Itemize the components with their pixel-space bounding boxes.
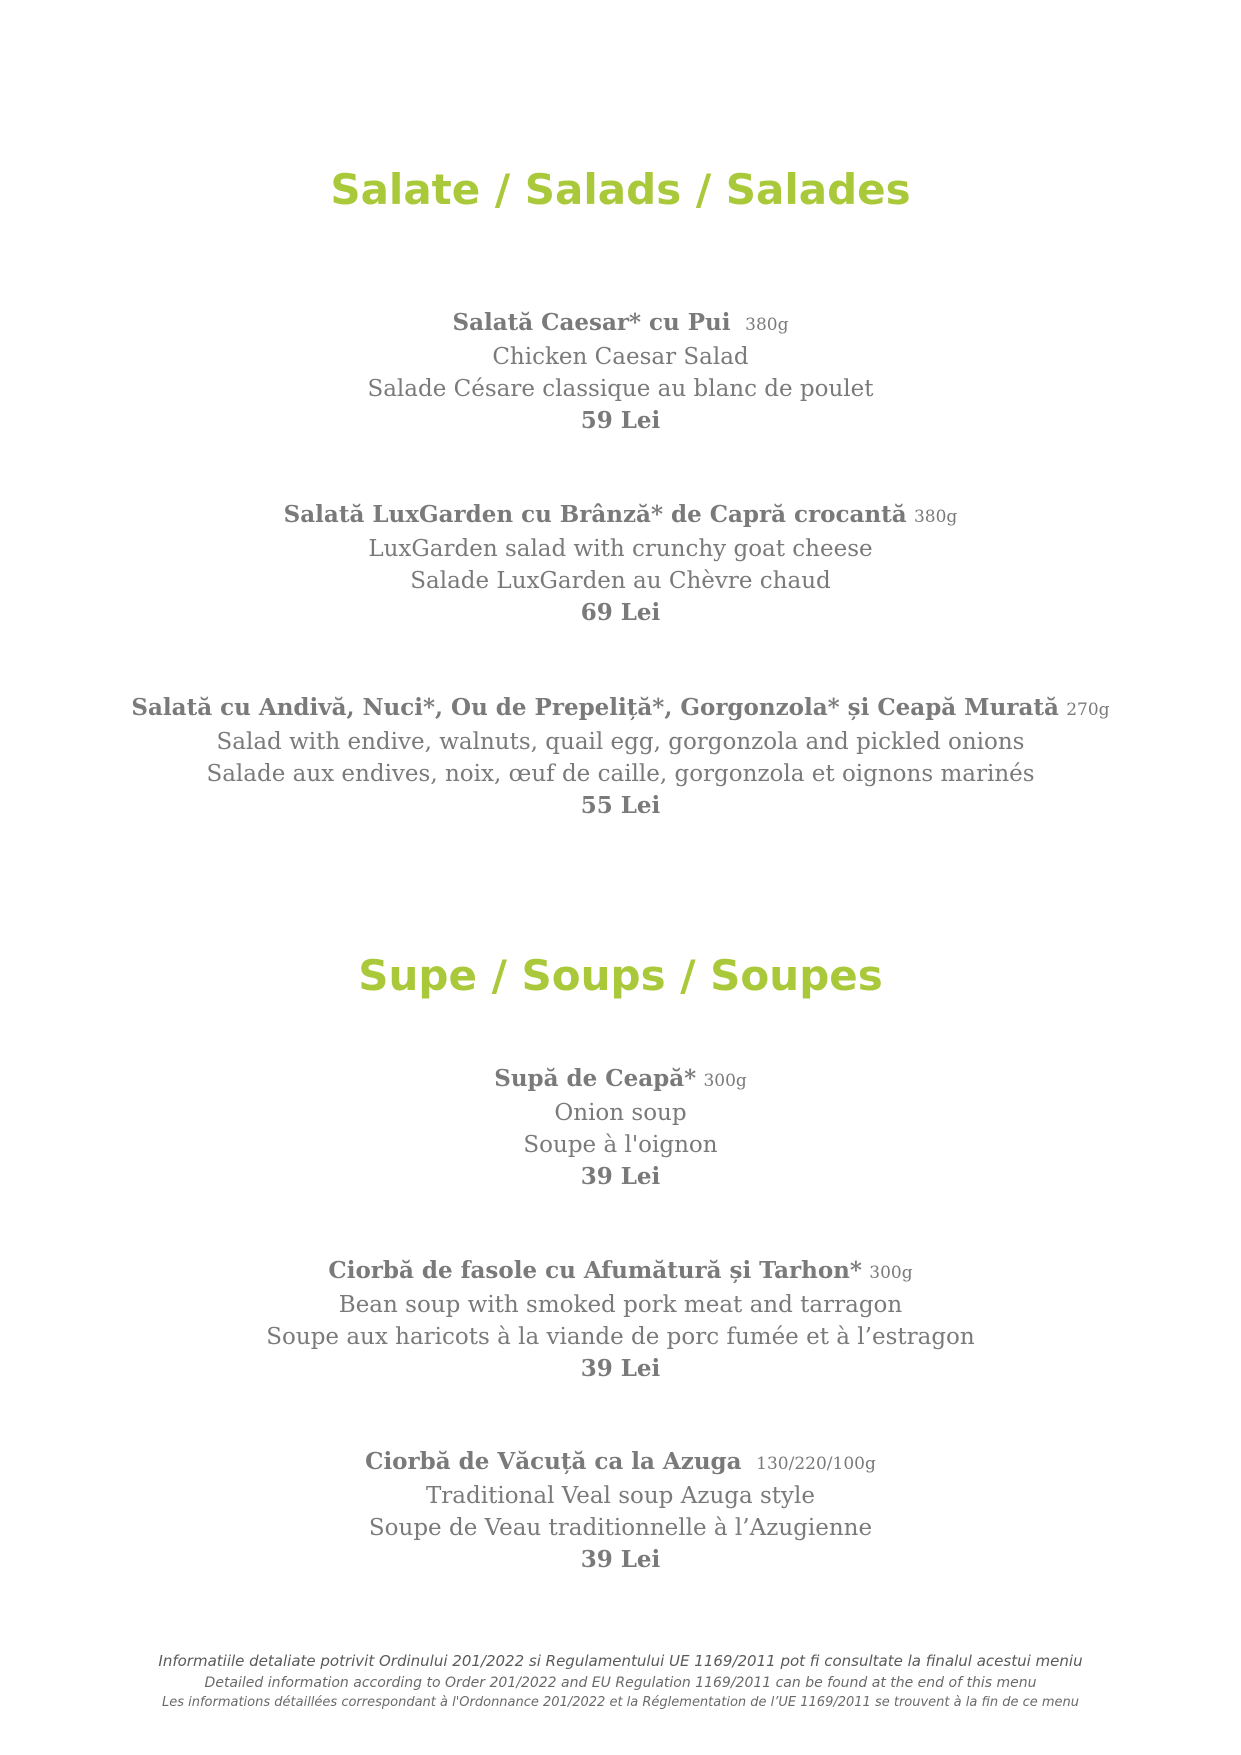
item-price: 59 Lei [580, 407, 661, 434]
item-english: Onion soup [554, 1100, 687, 1126]
item-french: Salade LuxGarden au Chèvre chaud [410, 568, 831, 594]
menu-item-veal-soup [40, 1446, 1201, 1576]
item-price: 39 Lei [580, 1355, 661, 1382]
item-french: Soupe à l'oignon [523, 1132, 718, 1158]
item-french: Soupe de Veau traditionnelle à l’Azugienne [368, 1515, 873, 1541]
item-name: Salată LuxGarden cu Brânză* de Capră crocantă [283, 501, 907, 528]
soups-section-title: Supe / Soups / Soupes [358, 951, 883, 1000]
item-weight: 300g [869, 1263, 913, 1283]
item-weight: 300g [703, 1071, 747, 1091]
menu-item-bean-soup [40, 1255, 1201, 1385]
item-french: Soupe aux haricots à la viande de porc fumée et à l’estragon [266, 1324, 975, 1350]
item-name: Ciorbă de fasole cu Afumătură și Tarhon* [328, 1257, 862, 1284]
item-price: 55 Lei [580, 792, 661, 819]
item-weight: 380g [913, 507, 958, 527]
item-french: Salade Césare classique au blanc de poulet [367, 376, 874, 402]
item-english: Bean soup with smoked pork meat and tarragon [338, 1292, 903, 1318]
menu-item-caesar-salad [40, 307, 1201, 437]
footer-note-french: Les informations détaillées correspondant à l'Ordonnance 201/2022 et la Réglementation de l’UE 1169/2011 se trouvent à la fin de ce menu [161, 1695, 1080, 1710]
menu-item-onion-soup [40, 1063, 1201, 1193]
item-weight: 380g [745, 315, 789, 335]
menu-item-luxgarden-salad [40, 499, 1201, 629]
item-english: Chicken Caesar Salad [492, 344, 749, 370]
item-price: 39 Lei [580, 1546, 661, 1573]
item-name: Salată cu Andivă, Nuci*, Ou de Prepeliță*, Gorgonzola* și Ceapă Murată [131, 694, 1059, 721]
item-english: Salad with endive, walnuts, quail egg, gorgonzola and pickled onions [216, 729, 1025, 755]
item-name: Salată Caesar* cu Pui [452, 309, 731, 336]
item-french: Salade aux endives, noix, œuf de caille, gorgonzola et oignons marinés [206, 761, 1035, 787]
footer-note-english: Detailed information according to Order 201/2022 and EU Regulation 1169/2011 can be found at the end of this menu [204, 1675, 1037, 1691]
salads-section-title: Salate / Salads / Salades [330, 165, 911, 214]
item-price: 39 Lei [580, 1163, 661, 1190]
item-weight: 130/220/100g [756, 1454, 876, 1474]
item-english: LuxGarden salad with crunchy goat cheese [368, 536, 873, 562]
menu-item-endive-salad [40, 692, 1201, 822]
item-price: 69 Lei [580, 599, 661, 626]
item-name: Supă de Ceapă* [494, 1065, 697, 1092]
item-english: Traditional Veal soup Azuga style [425, 1483, 816, 1509]
item-name: Ciorbă de Văcuță ca la Azuga [365, 1448, 742, 1475]
item-weight: 270g [1066, 700, 1110, 720]
footer-note-romanian: Informatiile detaliate potrivit Ordinului 201/2022 si Regulamentului UE 1169/2011 pot fi consultate la finalul acestui meniu [158, 1652, 1083, 1670]
